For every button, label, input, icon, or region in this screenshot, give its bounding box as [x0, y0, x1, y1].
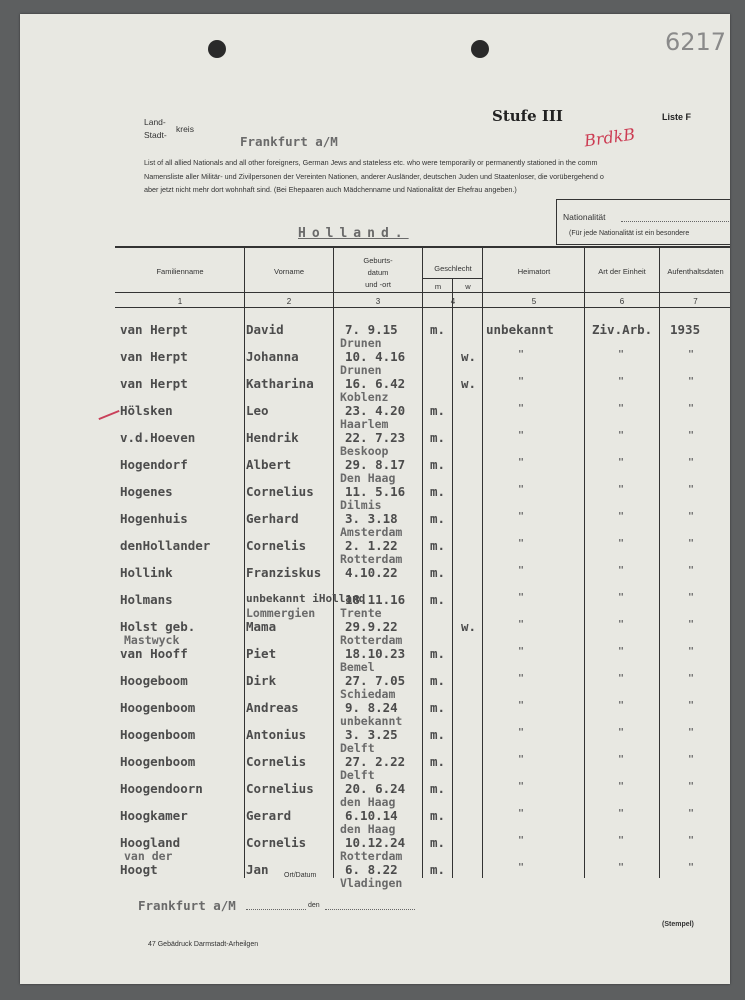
unit-type: " — [618, 619, 625, 630]
nationality-box-label: Nationalität — [563, 212, 606, 222]
col-num-6: 6 — [619, 297, 625, 306]
unit-type: " — [618, 754, 625, 765]
col-num-4: 4 — [450, 297, 456, 306]
family-name: v.d.Hoeven — [120, 430, 196, 445]
stage-title: Stufe III — [492, 107, 563, 125]
home-town: " — [518, 592, 525, 603]
birth-place: Drunen — [340, 336, 382, 350]
gender-m: m. — [430, 322, 446, 337]
birth-place: Koblenz — [340, 390, 389, 404]
table-row — [20, 449, 730, 485]
home-town: unbekannt — [486, 322, 554, 337]
gender-m: m. — [430, 781, 446, 796]
gender-m: m. — [430, 835, 446, 850]
stay-data: 1935 — [670, 322, 701, 337]
home-town: " — [518, 349, 525, 360]
birth-place: den Haag — [340, 795, 396, 809]
birth-place: unbekannt — [340, 714, 403, 728]
first-name: Cornelius — [246, 781, 314, 796]
col-head-gender-m: m — [434, 282, 442, 291]
family-name: Hoogendoorn — [120, 781, 203, 796]
home-town: " — [518, 457, 525, 468]
family-name: Hoogeboom — [120, 673, 188, 688]
city-name: Frankfurt a/M — [240, 134, 338, 149]
col-num-5: 5 — [531, 297, 537, 306]
stay-data: " — [688, 457, 695, 468]
stay-data: " — [688, 403, 695, 414]
first-name: Johanna — [246, 349, 299, 364]
unit-type: " — [618, 862, 625, 873]
first-name: Jan — [246, 862, 269, 877]
birth-date: 27. 2.22 — [345, 754, 406, 769]
stay-data: " — [688, 511, 695, 522]
birth-date: 29.9.22 — [345, 619, 398, 634]
gender-m: m. — [430, 862, 446, 877]
unit-type: " — [618, 781, 625, 792]
stay-data: " — [688, 835, 695, 846]
first-name: Andreas — [246, 700, 299, 715]
family-name: Hogenes — [120, 484, 173, 499]
home-town: " — [518, 646, 525, 657]
birth-place: Beskoop — [340, 444, 389, 458]
document-page — [20, 14, 730, 984]
family-name: Holmans — [120, 592, 173, 607]
nationality-box — [556, 199, 730, 245]
unit-type: " — [618, 430, 625, 441]
col-head-gender-w: w — [465, 282, 471, 291]
intro-line-2: Namensliste aller Militär- und Zivilpersonen der Vereinten Nationen, anderer Ausländer, deutschen Juden und Staatenloser, die vorübergehend o — [144, 172, 604, 181]
table-row — [20, 422, 730, 458]
first-name: Cornelis — [246, 835, 307, 850]
table-row — [20, 719, 730, 755]
unit-type: " — [618, 349, 625, 360]
family-name: denHollander — [120, 538, 211, 553]
table-row — [20, 854, 730, 890]
birth-date: 18.11.16 — [345, 592, 406, 607]
first-name: Franziskus — [246, 565, 322, 580]
home-town: " — [518, 538, 525, 549]
first-name: Cornelius — [246, 484, 314, 499]
family-name-extra: Mastwyck — [124, 633, 180, 647]
home-town: " — [518, 484, 525, 495]
footer-date-line — [325, 909, 415, 910]
gender-m: m. — [430, 592, 446, 607]
col-num-1: 1 — [177, 297, 183, 306]
unit-type: " — [618, 565, 625, 576]
stay-data: " — [688, 376, 695, 387]
table-row — [20, 611, 730, 647]
table-row — [20, 800, 730, 836]
unit-type: " — [618, 835, 625, 846]
unit-type: " — [618, 457, 625, 468]
birth-date: 29. 8.17 — [345, 457, 406, 472]
first-name: unbekannt iHolland — [246, 592, 366, 605]
gender-m: m. — [430, 646, 446, 661]
home-town: " — [518, 376, 525, 387]
first-name: Leo — [246, 403, 269, 418]
unit-type: " — [618, 403, 625, 414]
first-name: Dirk — [246, 673, 277, 688]
birth-date: 9. 8.24 — [345, 700, 398, 715]
stay-data: " — [688, 565, 695, 576]
unit-type: " — [618, 673, 625, 684]
table-row — [20, 341, 730, 377]
ort-datum-label: Ort/Datum — [284, 872, 317, 879]
family-name: Hogenhuis — [120, 511, 188, 526]
stay-data: " — [688, 808, 695, 819]
birth-place: Trente — [340, 606, 382, 620]
gender-m: m. — [430, 403, 446, 418]
birth-place: Schiedam — [340, 687, 396, 701]
gender-m: m. — [430, 538, 446, 553]
stay-data: " — [688, 754, 695, 765]
stay-data: " — [688, 538, 695, 549]
family-name: van Herpt — [120, 376, 188, 391]
birth-date: 11. 5.16 — [345, 484, 406, 499]
gender-w: w. — [461, 349, 477, 364]
first-name: Gerard — [246, 808, 292, 823]
birth-date: 10. 4.16 — [345, 349, 406, 364]
family-name: Hollink — [120, 565, 173, 580]
col-head-home: Heimatort — [517, 267, 551, 276]
stay-data: " — [688, 430, 695, 441]
family-name: Hoogland — [120, 835, 181, 850]
home-town: " — [518, 619, 525, 630]
family-name: Hoogt — [120, 862, 158, 877]
first-name: David — [246, 322, 284, 337]
birth-date: 3. 3.18 — [345, 511, 398, 526]
birth-place: Den Haag — [340, 471, 396, 485]
family-name: Hogendorf — [120, 457, 188, 472]
birth-place: Bemel — [340, 660, 375, 674]
first-name: Piet — [246, 646, 277, 661]
gender-m: m. — [430, 673, 446, 688]
table-row — [20, 314, 730, 350]
birth-place: Haarlem — [340, 417, 389, 431]
birth-place: den Haag — [340, 822, 396, 836]
family-name: van Herpt — [120, 322, 188, 337]
footer-place-line — [246, 909, 306, 910]
table-row — [20, 773, 730, 809]
stay-data: " — [688, 349, 695, 360]
col-head-unit: Art der Einheit — [598, 267, 646, 276]
table-row — [20, 476, 730, 512]
unit-type: " — [618, 700, 625, 711]
first-name: Cornelis — [246, 754, 307, 769]
family-name: van Herpt — [120, 349, 188, 364]
col-head-birth-3: und -ort — [365, 280, 391, 289]
stay-data: " — [688, 700, 695, 711]
gender-m: m. — [430, 754, 446, 769]
unit-type: " — [618, 727, 625, 738]
col-num-3: 3 — [375, 297, 381, 306]
stamp-label: (Stempel) — [662, 921, 694, 928]
gender-m: m. — [430, 430, 446, 445]
table-row — [20, 638, 730, 674]
col-head-family: Familienname — [156, 267, 204, 276]
table-row — [20, 665, 730, 701]
birth-place: Delft — [340, 741, 375, 755]
first-name: Albert — [246, 457, 292, 472]
unit-type: " — [618, 646, 625, 657]
table-row — [20, 692, 730, 728]
birth-date: 18.10.23 — [345, 646, 406, 661]
birth-place: Drunen — [340, 363, 382, 377]
gender-w: w. — [461, 619, 477, 634]
birth-place: Delft — [340, 768, 375, 782]
punch-hole-left — [208, 40, 226, 58]
gender-w: w. — [461, 376, 477, 391]
col-head-gender: Geschlecht — [434, 264, 472, 273]
stay-data: " — [688, 781, 695, 792]
birth-date: 2. 1.22 — [345, 538, 398, 553]
home-town: " — [518, 808, 525, 819]
col-num-2: 2 — [286, 297, 292, 306]
first-name: Hendrik — [246, 430, 299, 445]
family-name: Hölsken — [120, 403, 173, 418]
birth-date: 3. 3.25 — [345, 727, 398, 742]
family-name-extra: van der — [124, 849, 173, 863]
gender-m: m. — [430, 484, 446, 499]
table-row — [20, 827, 730, 863]
col-head-first: Vorname — [273, 267, 305, 276]
birth-date: 22. 7.23 — [345, 430, 406, 445]
birth-date: 6.10.14 — [345, 808, 398, 823]
birth-date: 23. 4.20 — [345, 403, 406, 418]
birth-place: Rotterdam — [340, 552, 403, 566]
table-row — [20, 557, 730, 584]
nationality-box-dots — [621, 221, 730, 222]
stadt-label: Stadt- — [144, 130, 167, 140]
birth-place: Rotterdam — [340, 633, 403, 647]
birth-date: 7. 9.15 — [345, 322, 398, 337]
kreis-label: kreis — [176, 124, 194, 134]
family-name: Hoogkamer — [120, 808, 188, 823]
first-name: Antonius — [246, 727, 307, 742]
gender-m: m. — [430, 457, 446, 472]
table-row — [20, 746, 730, 782]
stay-data: " — [688, 484, 695, 495]
birth-place: Dilmis — [340, 498, 382, 512]
unit-type: Ziv.Arb. — [592, 322, 653, 337]
unit-type: " — [618, 538, 625, 549]
gender-m: m. — [430, 511, 446, 526]
home-town: " — [518, 511, 525, 522]
birth-date: 20. 6.24 — [345, 781, 406, 796]
punch-hole-right — [471, 40, 489, 58]
gender-m: m. — [430, 565, 446, 580]
unit-type: " — [618, 808, 625, 819]
home-town: " — [518, 835, 525, 846]
intro-line-1: List of all allied Nationals and all other foreigners, German Jews and stateless etc. who were temporarily or permanently stationed in the comm — [144, 158, 598, 167]
den-label: den — [308, 902, 320, 909]
first-name-extra: Lommergien — [246, 606, 316, 620]
birth-date: 27. 7.05 — [345, 673, 406, 688]
col-num-7: 7 — [693, 297, 698, 306]
home-town: " — [518, 754, 525, 765]
gender-m: m. — [430, 727, 446, 742]
stay-data: " — [688, 727, 695, 738]
birth-date: 6. 8.22 — [345, 862, 398, 877]
table-row — [20, 368, 730, 404]
first-name: Gerhard — [246, 511, 299, 526]
home-town: " — [518, 862, 525, 873]
birth-date: 4.10.22 — [345, 565, 398, 580]
birth-place: Vladingen — [340, 876, 403, 890]
nationality-heading: Holland. — [298, 226, 409, 241]
stay-data: " — [688, 646, 695, 657]
home-town: " — [518, 700, 525, 711]
footer-place: Frankfurt a/M — [138, 898, 236, 913]
gender-m: m. — [430, 700, 446, 715]
home-town: " — [518, 430, 525, 441]
col-head-stay: Aufenthaltsdaten — [667, 267, 724, 276]
first-name: Cornelis — [246, 538, 307, 553]
unit-type: " — [618, 592, 625, 603]
unit-type: " — [618, 484, 625, 495]
nationality-box-note: (Für jede Nationalität ist ein besondere — [569, 230, 690, 237]
table-row — [20, 584, 730, 620]
table-row — [20, 503, 730, 539]
birth-place: Rotterdam — [340, 849, 403, 863]
page-number: 6217 — [665, 28, 727, 56]
unit-type: " — [618, 376, 625, 387]
col-head-birth-2: datum — [367, 268, 389, 277]
home-town: " — [518, 565, 525, 576]
list-label: Liste F — [662, 112, 692, 122]
family-name: Holst geb. — [120, 619, 196, 634]
family-name: Hoogenboom — [120, 754, 196, 769]
gender-m: m. — [430, 808, 446, 823]
red-annotation: BrdkB — [582, 124, 637, 151]
home-town: " — [518, 403, 525, 414]
birth-date: 10.12.24 — [345, 835, 406, 850]
home-town: " — [518, 727, 525, 738]
table-row — [20, 530, 730, 566]
stay-data: " — [688, 862, 695, 873]
land-label: Land- — [144, 117, 166, 127]
birth-place: Amsterdam — [340, 525, 403, 539]
stay-data: " — [688, 673, 695, 684]
home-town: " — [518, 781, 525, 792]
first-name: Mama — [246, 619, 277, 634]
table-row — [20, 395, 730, 431]
birth-date: 16. 6.42 — [345, 376, 406, 391]
printer-note: 47 Gebädruck Darmstadt-Arheilgen — [148, 941, 259, 948]
stay-data: " — [688, 592, 695, 603]
unit-type: " — [618, 511, 625, 522]
family-name: Hoogenboom — [120, 700, 196, 715]
intro-line-3: aber jetzt nicht mehr dort wohnhaft sind. (Bei Ehepaaren auch Mädchenname und Nationalität der Ehefrau angeben.) — [144, 185, 517, 194]
col-head-birth-1: Geburts- — [363, 256, 393, 265]
stay-data: " — [688, 619, 695, 630]
family-name: Hoogenboom — [120, 727, 196, 742]
first-name: Katharina — [246, 376, 314, 391]
family-name: van Hooff — [120, 646, 188, 661]
home-town: " — [518, 673, 525, 684]
